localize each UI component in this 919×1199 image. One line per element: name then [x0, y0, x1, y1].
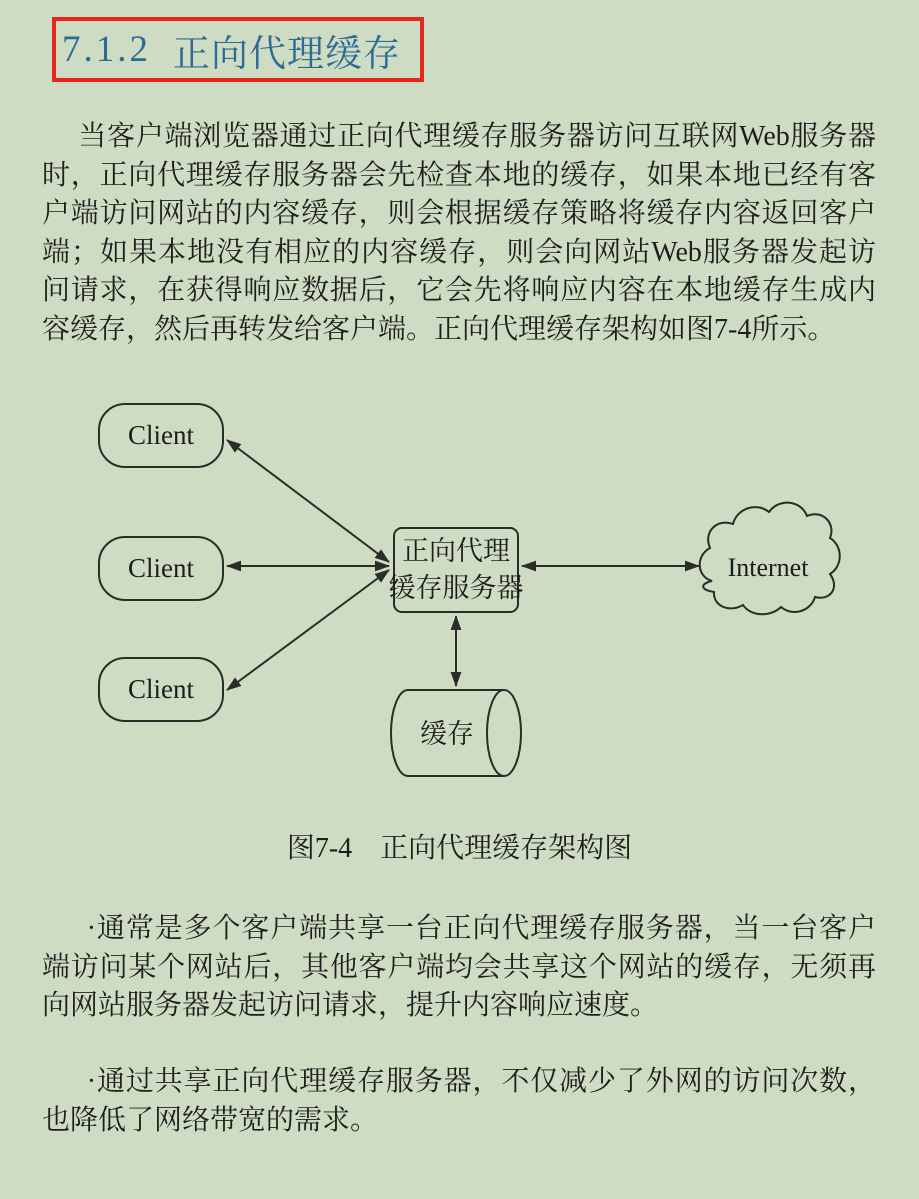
bullet-item: ·通常是多个客户端共享一台正向代理缓存服务器，当一台客户端访问某个网站后，其他客户端均会共享这个网站的缓存，无须再向网站服务器发起访问请求，提升内容响应速度。: [42, 913, 876, 1021]
client-node-1: [99, 404, 223, 467]
proxy-server-label-line1: 正向代理: [402, 536, 510, 566]
architecture-diagram: [0, 385, 919, 820]
internet-cloud: [700, 503, 840, 615]
internet-label: Internet: [727, 553, 809, 582]
heading-highlight-box: [52, 17, 424, 82]
client-node-3: [99, 658, 223, 721]
arrow-client3-proxy: [227, 570, 389, 690]
cache-cylinder: [391, 690, 521, 776]
client-label: Client: [128, 420, 194, 450]
section-number: 7.1.2: [62, 29, 151, 70]
client-label: Client: [128, 553, 194, 583]
client-node-2: [99, 537, 223, 600]
section-title: 正向代理缓存: [173, 33, 401, 75]
arrow-client1-proxy: [227, 440, 389, 562]
proxy-server-node: [389, 528, 524, 612]
proxy-server-label-line2: 缓存服务器: [388, 573, 524, 603]
figure-caption: 图7-4 正向代理缓存架构图: [286, 833, 633, 864]
cache-label: 缓存: [420, 719, 474, 749]
intro-paragraph: 当客户端浏览器通过正向代理缓存服务器访问互联网Web服务器时，正向代理缓存服务器会先检查本地的缓存，如果本地已经有客户端访问网站的内容缓存，则会根据缓存策略将缓存内容返回客户端；如果本地没有相应的内容缓存，则会向网站Web服务器发起访问请求，在获得响应数据后，它会先将响应内容在本地缓存生成内容缓存，然后再转发给客户端。正向代理缓存架构如图7-4所示。: [42, 121, 876, 345]
client-label: Client: [128, 674, 194, 704]
bullet-item: ·通过共享正向代理缓存服务器，不仅减少了外网的访问次数，也降低了网络带宽的需求。: [42, 1066, 876, 1136]
